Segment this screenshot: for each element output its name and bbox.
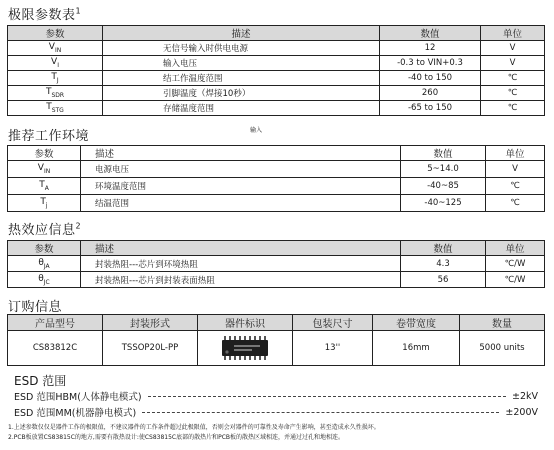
param-unit: V bbox=[486, 161, 545, 178]
param-symbol bbox=[8, 161, 81, 178]
recommended-header-row bbox=[8, 146, 545, 161]
order-package: TSSOP20L-PP bbox=[103, 331, 198, 366]
param-description: 存储温度范围 bbox=[103, 101, 380, 116]
header-desc: 描述 bbox=[103, 26, 380, 41]
header-model: 产品型号 bbox=[8, 315, 103, 331]
param-value: -40 to 150 bbox=[380, 71, 481, 86]
symbol-subscript: JC bbox=[43, 278, 50, 286]
symbol-letter: θ bbox=[38, 273, 44, 284]
header-value: 数值 bbox=[401, 241, 486, 256]
leader-dots bbox=[142, 412, 499, 413]
param-description: 封装热阻---芯片到封装表面热阻 bbox=[81, 272, 401, 288]
param-symbol bbox=[8, 256, 81, 272]
param-value: -65 to 150 bbox=[380, 101, 481, 116]
thermal-header-row bbox=[8, 241, 545, 256]
symbol-letter: T bbox=[46, 102, 52, 113]
header-unit: 单位 bbox=[481, 26, 545, 41]
param-symbol bbox=[8, 56, 103, 71]
absmax-header-row bbox=[8, 26, 545, 41]
symbol-subscript: IN bbox=[43, 167, 51, 175]
param-description: 环境温度范围 bbox=[81, 178, 401, 195]
esd-hbm-line bbox=[14, 389, 538, 403]
param-value: 56 bbox=[401, 272, 486, 288]
param-description: 结温范围 bbox=[81, 195, 401, 212]
symbol-letter: θ bbox=[38, 257, 44, 268]
param-description: 无信号输入时供电电源 bbox=[103, 41, 380, 56]
esd-hbm-label: ESD 范围HBM(人体静电模式) bbox=[14, 392, 142, 403]
header-param: 参数 bbox=[8, 241, 81, 256]
symbol-letter: T bbox=[45, 87, 52, 98]
param-description: 结工作温度范围 bbox=[103, 71, 380, 86]
absmax-row bbox=[8, 71, 545, 86]
symbol-subscript: j bbox=[45, 201, 48, 209]
header-reel: 包装尺寸 bbox=[293, 315, 373, 331]
note-1: 1.上述参数仅仅是器件工作的极限值，不建议器件的工作条件超过此极限值，否则会对器件的可靠性及寿命产生影响，甚至造成永久性损坏。 bbox=[8, 424, 380, 431]
order-qty: 5000 units bbox=[460, 331, 545, 366]
param-symbol bbox=[8, 101, 103, 116]
esd-mm-value: ±200V bbox=[505, 406, 538, 418]
symbol-subscript: SDR bbox=[51, 91, 65, 99]
param-symbol bbox=[8, 41, 103, 56]
param-value: 12 bbox=[380, 41, 481, 56]
param-value: 4.3 bbox=[401, 256, 486, 272]
recommended-table bbox=[7, 145, 545, 212]
param-value: 5~14.0 bbox=[401, 161, 486, 178]
param-unit: ℃ bbox=[486, 195, 545, 212]
header-qty: 数量 bbox=[460, 315, 545, 331]
absmax-row bbox=[8, 101, 545, 116]
param-value: -0.3 to VIN+0.3 bbox=[380, 56, 481, 71]
header-tape: 卷带宽度 bbox=[373, 315, 460, 331]
header-unit: 单位 bbox=[486, 241, 545, 256]
recommended-row bbox=[8, 195, 545, 212]
order-model: CS83812C bbox=[8, 331, 103, 366]
symbol-letter: T bbox=[51, 72, 57, 83]
symbol-subscript: J bbox=[56, 76, 59, 84]
esd-title: ESD 范围 bbox=[14, 374, 67, 388]
recommended-row bbox=[8, 178, 545, 195]
esd-mm-label: ESD 范围MM(机器静电模式) bbox=[14, 408, 137, 419]
param-value: -40~85 bbox=[401, 178, 486, 195]
param-unit: V bbox=[481, 56, 545, 71]
order-title: 订购信息 bbox=[8, 300, 63, 315]
header-param: 参数 bbox=[8, 26, 103, 41]
absmax-table bbox=[7, 25, 545, 116]
symbol-letter: V bbox=[51, 57, 58, 68]
header-value: 数值 bbox=[401, 146, 486, 161]
param-value: -40~125 bbox=[401, 195, 486, 212]
param-symbol bbox=[8, 195, 81, 212]
symbol-letter: T bbox=[39, 180, 45, 191]
header-package: 封装形式 bbox=[103, 315, 198, 331]
thermal-table bbox=[7, 240, 545, 288]
header-unit: 单位 bbox=[486, 146, 545, 161]
param-unit: ℃/W bbox=[486, 272, 545, 288]
order-tape: 16mm bbox=[373, 331, 460, 366]
leader-dots bbox=[148, 396, 506, 397]
order-row bbox=[8, 331, 545, 366]
symbol-letter: V bbox=[48, 42, 55, 53]
recommended-row bbox=[8, 161, 545, 178]
symbol-subscript: IN bbox=[54, 46, 62, 54]
param-description: 引脚温度（焊接10秒） bbox=[103, 86, 380, 101]
absmax-row bbox=[8, 86, 545, 101]
header-param: 参数 bbox=[8, 146, 81, 161]
order-reel: 13'' bbox=[293, 331, 373, 366]
order-marking bbox=[198, 331, 293, 366]
param-description: 电源电压 bbox=[81, 161, 401, 178]
header-marking: 器件标识 bbox=[198, 315, 293, 331]
param-unit: ℃/W bbox=[486, 256, 545, 272]
param-value: 260 bbox=[380, 86, 481, 101]
chip-package-icon bbox=[220, 336, 270, 360]
recommended-title: 推荐工作环境 bbox=[8, 129, 90, 144]
absmax-title-text: 极限参数表 bbox=[8, 8, 76, 23]
order-table bbox=[7, 314, 545, 366]
symbol-letter: V bbox=[37, 163, 44, 174]
param-unit: ℃ bbox=[481, 101, 545, 116]
param-symbol bbox=[8, 178, 81, 195]
esd-hbm-value: ±2kV bbox=[511, 390, 538, 402]
param-symbol bbox=[8, 272, 81, 288]
absmax-title-footnote: 1 bbox=[75, 6, 82, 16]
symbol-subscript: JA bbox=[43, 262, 50, 270]
absmax-row bbox=[8, 56, 545, 71]
param-unit: ℃ bbox=[486, 178, 545, 195]
esd-mm-line bbox=[14, 405, 538, 419]
param-description: 封装热阻---芯片到环境热阻 bbox=[81, 256, 401, 272]
header-desc: 描述 bbox=[81, 146, 401, 161]
thermal-row bbox=[8, 256, 545, 272]
symbol-subscript: I bbox=[57, 61, 59, 69]
param-description: 输入电压 bbox=[103, 56, 380, 71]
symbol-letter: T bbox=[40, 197, 46, 208]
header-desc: 描述 bbox=[81, 241, 401, 256]
thermal-title-footnote: 2 bbox=[75, 221, 82, 231]
param-unit: V bbox=[481, 41, 545, 56]
symbol-subscript: A bbox=[44, 184, 49, 192]
header-value: 数值 bbox=[380, 26, 481, 41]
param-symbol bbox=[8, 86, 103, 101]
absmax-row bbox=[8, 41, 545, 56]
param-symbol bbox=[8, 71, 103, 86]
note-2: 2.PCB板放置CS83815C的地方,需要有散热设计:使CS83815C底部的散热片和PCB板的散热区域相连，并通过过孔和地相连。 bbox=[8, 434, 345, 441]
recommended-note: 输入 bbox=[250, 127, 263, 134]
symbol-subscript: STG bbox=[51, 106, 64, 114]
order-header-row bbox=[8, 315, 545, 331]
thermal-title-text: 热效应信息 bbox=[8, 223, 76, 238]
thermal-title bbox=[8, 219, 81, 238]
thermal-row bbox=[8, 272, 545, 288]
param-unit: ℃ bbox=[481, 86, 545, 101]
absmax-title bbox=[8, 4, 81, 23]
param-unit: ℃ bbox=[481, 71, 545, 86]
